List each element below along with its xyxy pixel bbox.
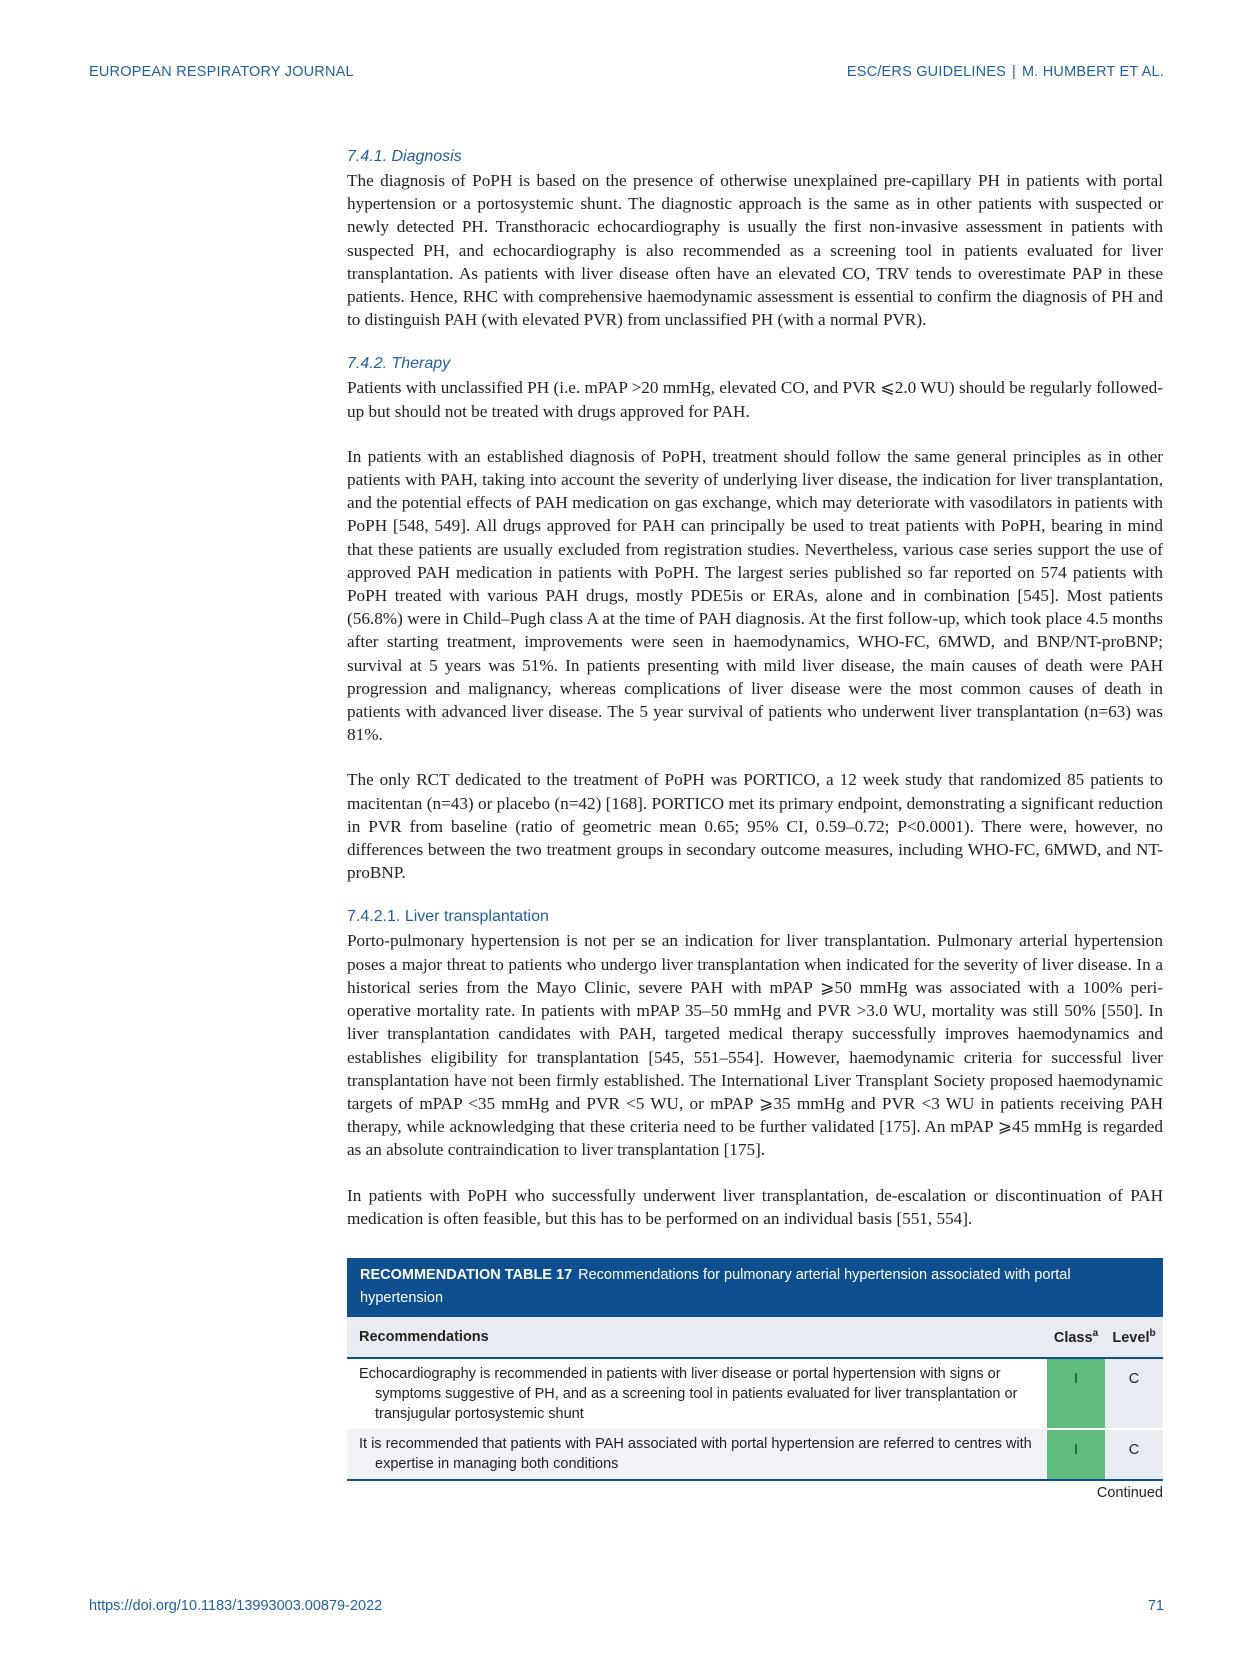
page-number: 71 bbox=[1147, 1598, 1164, 1614]
recommendation-text: It is recommended that patients with PAH associated with portal hypertension are referred to centres with expertise in managing both conditions bbox=[347, 1429, 1047, 1480]
col-recommendations: Recommendations bbox=[347, 1317, 1047, 1358]
paragraph-therapy-2: In patients with an established diagnosis of PoPH, treatment should follow the same general principles as in other patients with PAH, taking into account the severity of underlying liver disease, the indication for liver transplantation, and the potential effects of PAH medication on gas exchange, which may deteriorate with vasodilators in patients with PoPH [548, 549]. All drugs approved for PAH can principally be used to treat patients with PoPH, bearing in mind that these patients are usually excluded from registration studies. Nevertheless, various case series support the use of approved PAH medication in patients with PoPH. The largest series published so far reported on 574 patients with PoPH treated with various PAH drugs, mostly PDE5is or ERAs, alone and in combination [545]. Most patients (56.8%) were in Child–Pugh class A at the time of PAH diagnosis. At the first follow-up, which took place 4.5 months after starting treatment, improvements were seen in haemodynamics, WHO-FC, 6MWD, and BNP/NT-proBNP; survival at 5 years was 51%. In patients presenting with mild liver disease, the main causes of death were PAH progression and malignancy, whereas complications of liver disease were the most common causes of death in patients with advanced liver disease. The 5 year survival of patients who underwent liver transplantation (n=63) was 81%. bbox=[347, 446, 1163, 745]
level-cell: C bbox=[1105, 1358, 1163, 1429]
journal-name: EUROPEAN RESPIRATORY JOURNAL bbox=[89, 64, 354, 80]
paragraph-therapy-3: The only RCT dedicated to the treatment of PoPH was PORTICO, a 12 week study that randomized 85 patients to macitentan (n=43) or placebo (n=42) [168]. PORTICO met its primary endpoint, demonstrating a significant reduction in PVR from baseline (ratio of geometric mean 0.65; 95% CI, 0.59–0.72; P<0.0001). There were, however, no differences between the two treatment groups in secondary outcome measures, including WHO-FC, 6MWD, and NT-proBNP. bbox=[347, 770, 1163, 883]
level-cell: C bbox=[1105, 1429, 1163, 1480]
heading-diagnosis: 7.4.1. Diagnosis bbox=[347, 148, 462, 165]
paragraph-therapy-1: Patients with unclassified PH (i.e. mPAP >20 mmHg, elevated CO, and PVR ⩽2.0 WU) should be regularly followed-up but should not be treated with drugs approved for PAH. bbox=[347, 378, 1163, 421]
heading-liver-transplantation: 7.4.2.1. Liver transplantation bbox=[347, 908, 549, 926]
continued-label: Continued bbox=[1096, 1484, 1163, 1501]
doi-link[interactable]: https://doi.org/10.1183/13993003.00879-2022 bbox=[89, 1598, 383, 1614]
recommendation-text: Echocardiography is recommended in patients with liver disease or portal hypertension with signs or symptoms suggestive of PH, and as a screening tool in patients evaluated for liver transplantation or transjugular portosystemic shunt bbox=[359, 1365, 1018, 1422]
table-title-text: Recommendations for pulmonary arterial hypertension associated with portal hypertension bbox=[360, 1266, 1071, 1306]
recommendation-table bbox=[347, 1258, 1163, 1481]
paragraph-liver-2: In patients with PoPH who successfully underwent liver transplantation, de-escalation or discontinuation of PAH medication is often feasible, but this has to be performed on an individual basis [551, 554]. bbox=[347, 1185, 1163, 1228]
col-level: Level$^b$ bbox=[1105, 1317, 1163, 1358]
class-cell: I bbox=[1047, 1358, 1105, 1429]
table-column-header bbox=[347, 1317, 1163, 1358]
paragraph-diagnosis: The diagnosis of PoPH is based on the presence of otherwise unexplained pre-capillary PH in patients with portal hypertension or a portosystemic shunt. The diagnostic approach is the same as in other patients with suspected or newly detected PH. Transthoracic echocardiography is usually the first non-invasive assessment in patients with suspected PH, and echocardiography is also recommended as a screening tool in patients evaluated for liver transplantation. As patients with liver disease often have an elevated CO, TRV tends to overestimate PAP in these patients. Hence, RHC with comprehensive haemodynamic assessment is essential to confirm the diagnosis of PH and to distinguish PAH (with elevated PVR) from unclassified PH (with a normal PVR). bbox=[347, 171, 1163, 330]
authors: M. HUMBERT ET AL. bbox=[1022, 64, 1164, 80]
col-class: Class$^a$ bbox=[1047, 1317, 1105, 1358]
guideline-label: ESC/ERS GUIDELINES bbox=[846, 64, 1007, 80]
class-cell: I bbox=[1047, 1429, 1105, 1480]
table-row bbox=[347, 1429, 1163, 1480]
table-tag: RECOMMENDATION TABLE 17 bbox=[360, 1266, 573, 1283]
paragraph-liver-1: Porto-pulmonary hypertension is not per se an indication for liver transplantation. Pulmonary arterial hypertension poses a major threat to patients who undergo liver transplantation when indicated for the severity of liver disease. In a historical series from the Mayo Clinic, severe PAH with mPAP ⩾50 mmHg was associated with a 100% peri-operative mortality rate. In patients with mPAP 35–50 mmHg and PVR >3.0 WU, mortality was still 50% [550]. In liver transplantation candidates with PAH, targeted medical therapy successfully improves haemodynamics and establishes eligibility for transplantation [545, 551–554]. However, haemodynamic criteria for successful liver transplantation have not been firmly established. The International Liver Transplant Society proposed haemodynamic targets of mPAP <35 mmHg and PVR <5 WU, or mPAP ⩾35 mmHg and PVR <3 WU in patients receiving PAH therapy, while acknowledging that these criteria need to be further validated [175]. An mPAP ⩾45 mmHg is regarded as an absolute contraindication to liver transplantation [175]. bbox=[347, 931, 1163, 1160]
separator: | bbox=[1012, 64, 1016, 80]
main-content bbox=[347, 146, 1163, 1501]
heading-therapy: 7.4.2. Therapy bbox=[347, 355, 451, 373]
table-title-row bbox=[347, 1258, 1163, 1317]
running-head-right bbox=[847, 64, 1164, 80]
table-title bbox=[347, 1258, 1163, 1317]
table-row bbox=[347, 1358, 1163, 1429]
